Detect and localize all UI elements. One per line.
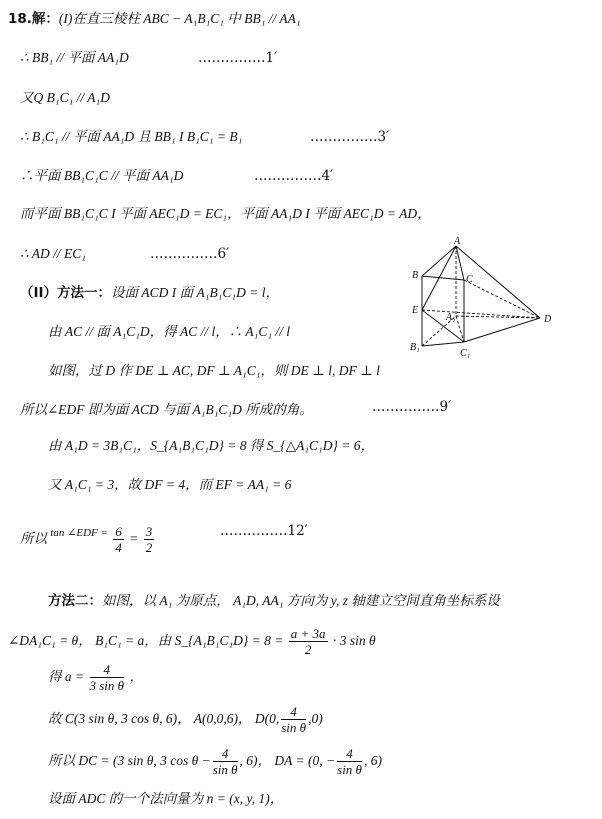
edge-b1-c1 (422, 342, 464, 346)
step-ad-parallel-ec1: ∴ AD // EC₁ (20, 246, 86, 261)
label-d: D (544, 314, 552, 325)
label-b: B (412, 270, 419, 281)
fraction-denominator: sin θ (337, 762, 362, 778)
method-one-line-7 (20, 515, 156, 557)
part-one-intro: (I)在直三棱柱 ABC − A₁B₁C₁ 中 BB₁ // AA₁ (58, 11, 301, 26)
fraction-numerator: 6 (115, 524, 122, 540)
fraction-d-coordinate (281, 704, 306, 735)
score-4: ……………4′ (254, 168, 334, 184)
equals-sign: = (129, 531, 139, 546)
fraction-3-2 (144, 524, 155, 555)
fraction-numerator: 4 (281, 704, 306, 720)
score-9: ……………9′ (372, 399, 452, 415)
comma: ， (129, 669, 143, 684)
fraction-denominator: sin θ (281, 720, 307, 736)
prism-figure (400, 236, 572, 366)
label-c1: C₁ (460, 348, 471, 359)
edge-b-a (422, 246, 456, 276)
vector-da-right: , 6) (363, 753, 382, 768)
edge-e-a (422, 246, 456, 310)
prism-diagram (400, 236, 572, 366)
method-one-label: （II）方法一： (20, 285, 112, 301)
fraction-vector-dc (213, 746, 238, 777)
step-planes-parallel: ∴平面 BB₁C₁C // 平面 AA₁D (20, 168, 184, 183)
score-3: ……………3′ (310, 129, 390, 145)
area-equation-left: ∠DA₁C₁ = θ， B₁C₁ = a，由 S_{A₁B₁C₁D} = 8 = (8, 633, 284, 648)
edge-a-c (456, 246, 464, 280)
method-two-line-6: 设面 ADC 的一个法向量为 n = (x, y, 1)， (48, 791, 284, 806)
method-two-line-5 (48, 744, 382, 778)
fraction-a-value (90, 662, 125, 693)
edge-e-c1 (422, 310, 464, 342)
tan-expression: tan ∠EDF = (50, 527, 108, 539)
score-1: ……………1′ (198, 50, 278, 66)
fraction-denominator: 2 (304, 642, 312, 658)
fraction-denominator: 3 sin θ (89, 678, 125, 694)
method-two-line-3 (48, 660, 143, 694)
method-two-line-2 (8, 624, 376, 658)
fraction-vector-da (337, 746, 362, 777)
method-two-label: 方法二： (48, 593, 102, 609)
fraction-numerator: 4 (337, 746, 362, 762)
fraction-6-4 (113, 524, 124, 555)
step-b1c1-parallel: 又Q B₁C₁ // A₁D (20, 90, 110, 105)
fraction-numerator: 3 (145, 524, 153, 540)
area-equation-right: · 3 sin θ (332, 633, 376, 648)
fraction-denominator: sin θ (212, 762, 238, 778)
method-one-line-6: 又 A₁C₁ = 3，故 DF = 4，而 EF = AA₁ = 6 (48, 477, 292, 492)
score-12: ……………12′ (220, 523, 308, 539)
label-c: C (466, 274, 473, 285)
method-one-heading (20, 284, 279, 302)
a-equals: a = (64, 669, 85, 684)
coordinates-left: 故 C(3 sin θ, 3 cos θ, 6)， A(0,0,6)， D(0, (48, 711, 280, 726)
score-6: ……………6′ (150, 246, 230, 262)
method-one-line-5: 由 A₁D = 3B₁C₁，S_{A₁B₁C₁D} = 8 得 S_{△A₁C₁D} = 6， (48, 438, 374, 453)
vector-dc-left: 所以 DC = (3 sin θ, 3 cos θ − (48, 753, 211, 768)
coordinates-right: ,0) (308, 711, 323, 726)
method-two-text: 如图，以 A₁ 为原点， A₁D, AA₁ 方向为 y, z 轴建立空间直角坐标系设 (102, 593, 500, 608)
label-e: E (412, 305, 419, 316)
method-one-text: 设面 ACD I 面 A₁B₁C₁D = l， (111, 285, 279, 300)
edge-c1-d (464, 318, 540, 342)
method-one-line-4: 所以∠EDF 即为面 ACD 与面 A₁B₁C₁D 所成的角。 (20, 402, 313, 417)
result-word: 得 (48, 669, 62, 684)
fraction-numerator: a + 3a (290, 626, 326, 642)
edge-a1-c1 (456, 316, 464, 342)
vector-da-left: , 6)， DA = (0, − (239, 753, 336, 768)
step-bb1-parallel-plane: ∴ BB₁ // 平面 AA₁D (20, 50, 129, 65)
tan-prefix: 所以 (20, 531, 47, 546)
method-one-line-2: 由 AC // 面 A₁C₁D，得 AC // l，∴ A₁C₁ // l (48, 324, 291, 339)
fraction-numerator: 4 (90, 662, 125, 678)
label-a: A (454, 236, 461, 247)
method-one-line-3: 如图，过 D 作 DE ⊥ AC, DF ⊥ A₁C₁，则 DE ⊥ l, DF ⊥ l (48, 363, 380, 378)
step-plane-intersections: 而平面 BB₁C₁C I 平面 AEC₁D = EC₁，平面 AA₁D I 平面 AEC₁D = AD， (20, 206, 431, 221)
step-b1c1-parallel-plane: ∴ B₁C₁ // 平面 AA₁D 且 BB₁ I B₁C₁ = B₁ (20, 129, 243, 144)
label-a1: A₁ (446, 312, 456, 323)
fraction-denominator: 4 (115, 540, 122, 556)
problem-header-line (8, 10, 301, 28)
fraction-denominator: 2 (145, 540, 153, 556)
method-two-heading (48, 592, 500, 610)
label-b1: B₁ (410, 342, 420, 353)
problem-number: 18.解： (8, 11, 59, 27)
method-two-line-4 (48, 702, 323, 736)
fraction-area (289, 626, 328, 657)
edge-b-c (422, 276, 464, 280)
fraction-numerator: 4 (213, 746, 238, 762)
